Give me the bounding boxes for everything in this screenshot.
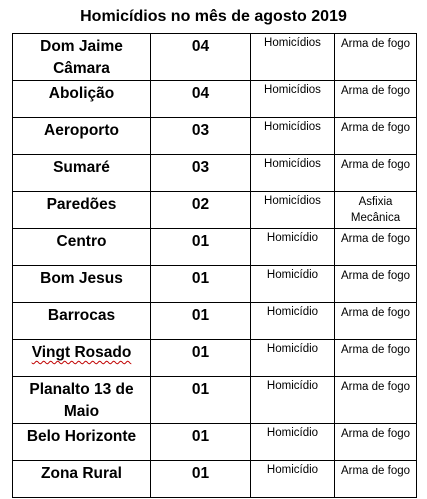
neighborhood-cell: Zona Rural <box>13 461 151 498</box>
count-cell: 01 <box>151 424 251 461</box>
cause-cell: Arma de fogo <box>335 461 417 498</box>
table-row <box>13 303 417 340</box>
type-cell: Homicídio <box>251 424 335 461</box>
cause-cell: Arma de fogo <box>335 303 417 340</box>
table-row <box>13 340 417 377</box>
table-row <box>13 424 417 461</box>
homicide-table <box>12 33 417 498</box>
table-row <box>13 266 417 303</box>
count-cell: 04 <box>151 81 251 118</box>
cause-cell: Arma de fogo <box>335 377 417 424</box>
type-cell: Homicídio <box>251 377 335 424</box>
neighborhood-cell: Barrocas <box>13 303 151 340</box>
cause-cell: Arma de fogo <box>335 340 417 377</box>
cause-cell: Asfixia Mecânica <box>335 192 417 229</box>
table-row <box>13 229 417 266</box>
cause-cell: Arma de fogo <box>335 34 417 81</box>
type-cell: Homicídios <box>251 118 335 155</box>
cause-cell: Arma de fogo <box>335 266 417 303</box>
type-cell: Homicídio <box>251 303 335 340</box>
neighborhood-cell: Bom Jesus <box>13 266 151 303</box>
table-row <box>13 461 417 498</box>
count-cell: 01 <box>151 340 251 377</box>
count-cell: 01 <box>151 229 251 266</box>
cause-cell: Arma de fogo <box>335 118 417 155</box>
neighborhood-cell: Sumaré <box>13 155 151 192</box>
table-row <box>13 377 417 424</box>
cause-cell: Arma de fogo <box>335 424 417 461</box>
neighborhood-cell: Abolição <box>13 81 151 118</box>
neighborhood-cell: Belo Horizonte <box>13 424 151 461</box>
table-row <box>13 118 417 155</box>
table-row <box>13 155 417 192</box>
count-cell: 01 <box>151 266 251 303</box>
type-cell: Homicídios <box>251 81 335 118</box>
table-row <box>13 81 417 118</box>
type-cell: Homicídio <box>251 340 335 377</box>
cause-cell: Arma de fogo <box>335 229 417 266</box>
type-cell: Homicídios <box>251 34 335 81</box>
count-cell: 04 <box>151 34 251 81</box>
neighborhood-cell: Aeroporto <box>13 118 151 155</box>
count-cell: 03 <box>151 118 251 155</box>
type-cell: Homicídio <box>251 266 335 303</box>
count-cell: 02 <box>151 192 251 229</box>
count-cell: 01 <box>151 461 251 498</box>
type-cell: Homicídios <box>251 192 335 229</box>
type-cell: Homicídios <box>251 155 335 192</box>
type-cell: Homicídio <box>251 461 335 498</box>
neighborhood-cell: Paredões <box>13 192 151 229</box>
neighborhood-cell: Centro <box>13 229 151 266</box>
neighborhood-cell: Planalto 13 de Maio <box>13 377 151 424</box>
type-cell: Homicídio <box>251 229 335 266</box>
document-title: Homicídios no mês de agosto 2019 <box>80 8 347 25</box>
count-cell: 03 <box>151 155 251 192</box>
table-row <box>13 34 417 81</box>
count-cell: 01 <box>151 303 251 340</box>
neighborhood-cell <box>13 340 151 377</box>
cause-cell: Arma de fogo <box>335 81 417 118</box>
spellcheck-underlined-text: Vingt Rosado <box>31 344 132 361</box>
cause-cell: Arma de fogo <box>335 155 417 192</box>
count-cell: 01 <box>151 377 251 424</box>
table-row <box>13 192 417 229</box>
neighborhood-cell: Dom Jaime Câmara <box>13 34 151 81</box>
